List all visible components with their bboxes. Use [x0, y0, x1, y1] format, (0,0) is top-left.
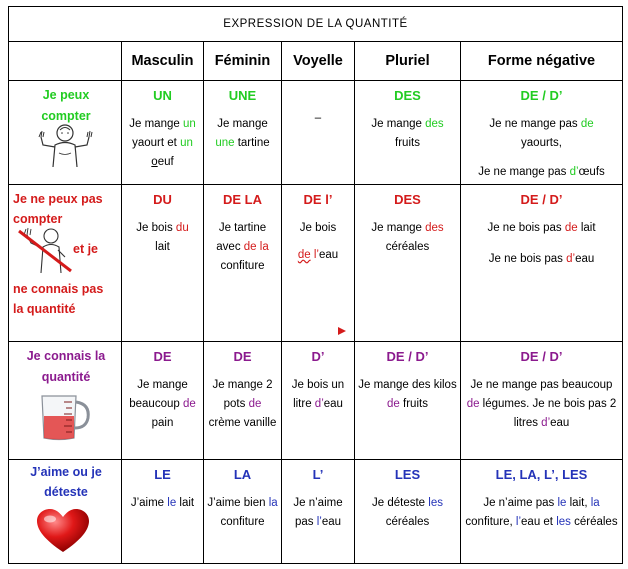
row2-label-line1: Je ne peux pas: [13, 192, 103, 206]
article-un: UN: [153, 88, 172, 103]
cell-r1-voyelle: [282, 81, 355, 185]
row4-label-line1: J’aime ou je: [30, 465, 102, 479]
example-r4-pluriel: Je déteste les céréales: [372, 497, 443, 528]
row-countable: [9, 81, 623, 185]
row-label-like-dislike: [9, 460, 122, 564]
red-arrow-icon: [338, 327, 346, 335]
article-une: UNE: [228, 88, 257, 103]
example-r2-feminin: Je tartine avec de la confiture: [216, 222, 269, 272]
header-pluriel: Pluriel: [355, 42, 461, 81]
cell-r4-negative: [461, 460, 623, 564]
article-r3-d: D’: [311, 349, 325, 364]
quantity-table: [8, 6, 623, 564]
cell-r4-voyelle: [282, 460, 355, 564]
article-r3-negative: DE / D’: [520, 349, 563, 364]
row-like-dislike: [9, 460, 623, 564]
cell-r1-pluriel: [355, 81, 461, 185]
header-empty: [9, 42, 122, 81]
example-r2-negative-2: Je ne bois pas d’eau: [488, 253, 595, 265]
example-r4-negative: Je n’aime pas le lait, la confiture, l’eau et les céréales: [465, 497, 618, 528]
article-r3-fem-de: DE: [233, 349, 252, 364]
example-r3-pluriel: Je mange des kilos de fruits: [358, 379, 457, 410]
row-uncountable: [9, 185, 623, 342]
example-r3-negative: Je ne mange pas beaucoup de légumes. Je ne bois pas 2 litres d’eau: [466, 379, 617, 429]
article-de-l: DE l’: [303, 192, 333, 207]
row-label-known-quantity: [9, 342, 122, 460]
article-r4-negative: LE, LA, L’, LES: [495, 467, 588, 482]
article-l: L’: [312, 467, 324, 482]
cell-r2-feminin: [204, 185, 282, 342]
article-r1-negative: DE / D’: [520, 88, 563, 103]
example-r3-voyelle: Je bois un litre d’eau: [291, 379, 345, 410]
cell-r3-feminin: [204, 342, 282, 460]
header-row: [9, 42, 623, 81]
example-r3-masculin: Je mange beaucoup de pain: [129, 379, 196, 429]
cell-r3-masculin: [122, 342, 204, 460]
cell-r2-negative: [461, 185, 623, 342]
row2-label-line3: ne connais pas: [13, 282, 104, 296]
example-r1-voyelle: –: [314, 112, 322, 124]
example-r1-masculin: Je mange un yaourt et un oeuf: [129, 118, 196, 168]
cell-r4-masculin: [122, 460, 204, 564]
header-voyelle: Voyelle: [282, 42, 355, 81]
example-r1-pluriel: Je mange des fruits: [371, 118, 444, 149]
article-des: DES: [394, 88, 421, 103]
heart-icon: [35, 508, 91, 554]
example-r4-voyelle: Je n’aime pas l’eau: [293, 497, 343, 528]
cell-r1-feminin: [204, 81, 282, 185]
cell-r3-voyelle: [282, 342, 355, 460]
example-r2-voyelle: Je bois de l’eau: [297, 222, 339, 261]
cell-r2-masculin: [122, 185, 204, 342]
row-label-uncountable: [9, 185, 122, 342]
child-counting-icon: [35, 123, 95, 167]
row2-label-line4: la quantité: [13, 302, 76, 316]
row1-label-line1: Je peux: [42, 88, 90, 102]
row3-label-line2: quantité: [41, 370, 91, 384]
example-r4-feminin: J’aime bien la confiture: [207, 497, 278, 528]
example-r3-feminin: Je mange 2 pots de crème vanille: [208, 379, 277, 429]
row1-label-line2: compter: [41, 109, 91, 123]
cell-r1-negative: [461, 81, 623, 185]
page-title: EXPRESSION DE LA QUANTITÉ: [9, 7, 623, 42]
example-r1-negative-2: Je ne mange pas d’œufs: [478, 166, 605, 178]
child-refusing-icon: [17, 227, 73, 273]
cell-r3-pluriel: [355, 342, 461, 460]
article-r2-negative: DE / D’: [520, 192, 563, 207]
row2-label-line2: compter: [13, 212, 63, 226]
cell-r3-negative: [461, 342, 623, 460]
article-la: LA: [233, 467, 252, 482]
measuring-cup-icon: [34, 390, 96, 442]
header-feminin: Féminin: [204, 42, 282, 81]
row-known-quantity: [9, 342, 623, 460]
cell-r4-pluriel: [355, 460, 461, 564]
article-de-la: DE LA: [223, 192, 262, 207]
cell-r2-pluriel: [355, 185, 461, 342]
example-r2-pluriel: Je mange des céréales: [371, 222, 444, 253]
header-masculin: Masculin: [122, 42, 204, 81]
cell-r4-feminin: [204, 460, 282, 564]
example-r4-masculin: J’aime le lait: [130, 497, 195, 509]
article-r2-des: DES: [394, 192, 421, 207]
cell-r2-voyelle: [282, 185, 355, 342]
article-les: LES: [394, 467, 421, 482]
article-r3-pluriel: DE / D’: [386, 349, 429, 364]
cell-r1-masculin: [122, 81, 204, 185]
row3-label-line1: Je connais la: [26, 349, 106, 363]
row2-label-mid: et je: [73, 242, 99, 256]
example-r2-negative-1: Je ne bois pas de lait: [487, 222, 596, 234]
row4-label-line2: déteste: [44, 485, 88, 499]
article-du: DU: [153, 192, 172, 207]
example-r1-negative-1: Je ne mange pas de yaourts,: [489, 118, 594, 149]
article-le: LE: [154, 467, 171, 482]
row-label-countable: [9, 81, 122, 185]
header-forme-negative: Forme négative: [461, 42, 623, 81]
example-r1-feminin: Je mange une tartine: [215, 118, 270, 149]
example-r2-masculin: Je bois du lait: [136, 222, 189, 253]
article-r3-de: DE: [153, 349, 172, 364]
